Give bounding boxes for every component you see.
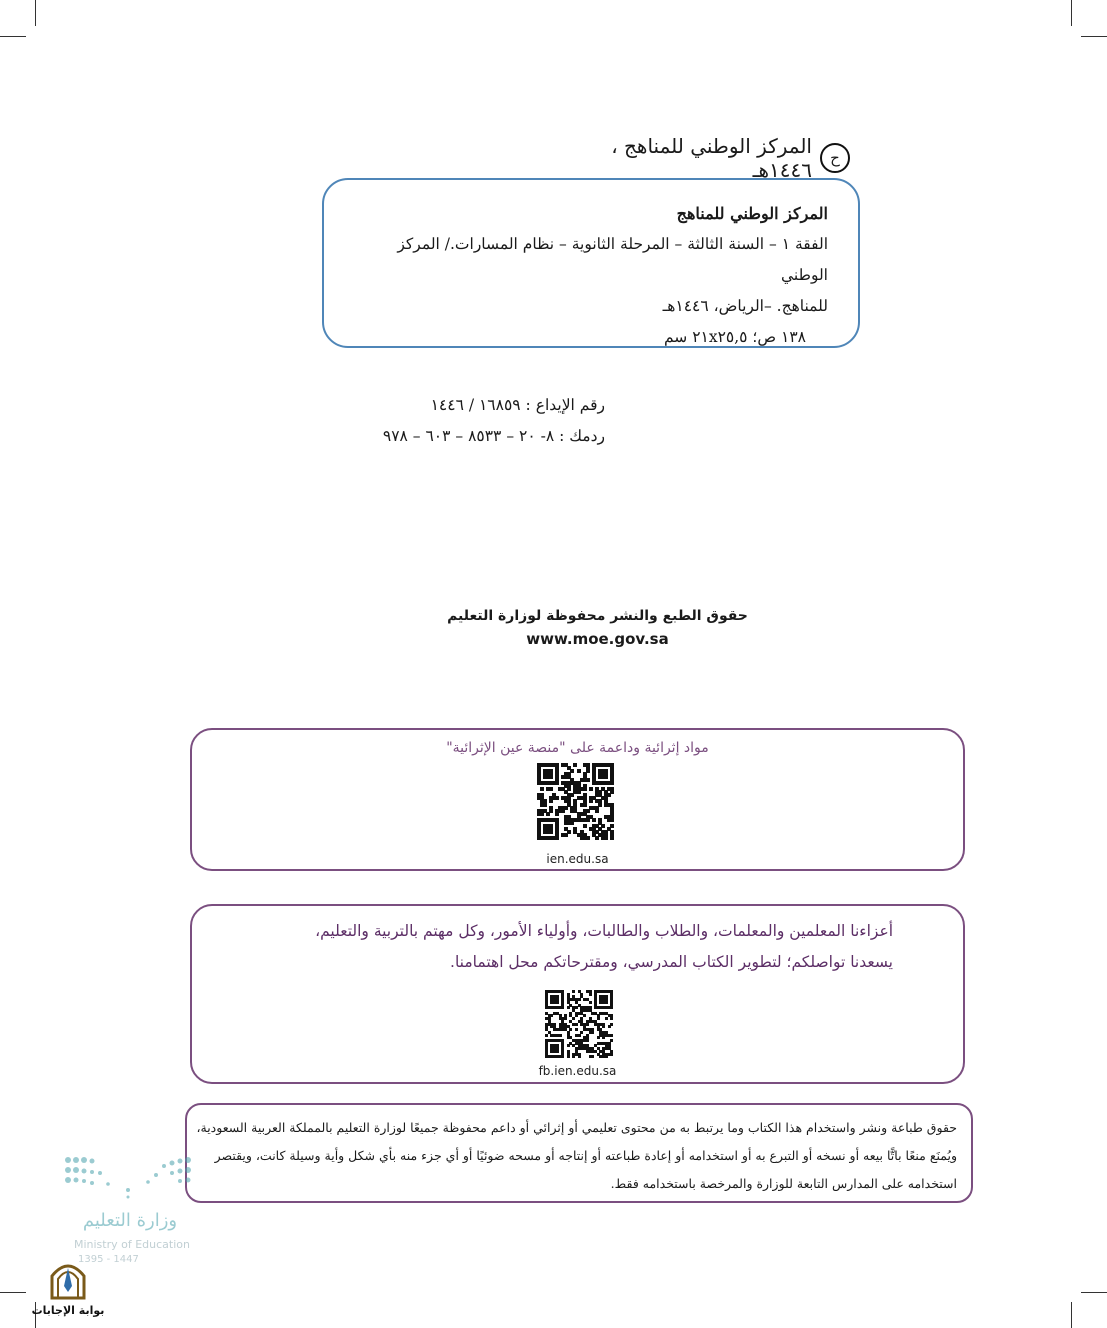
qr-code-icon[interactable] <box>545 990 613 1058</box>
isbn: ردمك : ٨- ٢٠ – ٨٥٣٣ – ٦٠٣ – ٩٧٨ <box>382 427 605 445</box>
crop-mark <box>1071 0 1072 26</box>
ministry-name-ar: وزارة التعليم <box>82 1210 178 1231</box>
qr-label[interactable]: ien.edu.sa <box>546 852 609 866</box>
feedback-line: يسعدنا تواصلكم؛ لتطوير الكتاب المدرسي، ومقترحاتكم محل اهتمامنا. <box>450 953 893 971</box>
deposit-info <box>340 390 605 452</box>
crop-mark <box>0 1292 26 1293</box>
dome-pen-icon <box>46 1256 90 1300</box>
enrichment-box <box>190 728 965 871</box>
legal-line: حقوق طباعة ونشر واستخدام هذا الكتاب وما يرتبط به من محتوى تعليمي أو إثرائي أو داعم محفوظة جميعًا لوزارة التعليم بالمملكة العربية السعودية، <box>196 1120 957 1135</box>
ministry-url[interactable]: www.moe.gov.sa <box>526 630 669 648</box>
enrichment-title: مواد إثرائية وداعمة على "منصة عين الإثرائية" <box>446 740 709 756</box>
deposit-number: رقم الإيداع : ١٦٨٥٩ / ١٤٤٦ <box>430 396 605 414</box>
site-logo[interactable] <box>30 1256 106 1317</box>
site-name: بوابة الإجابات <box>31 1304 105 1317</box>
catalog-box <box>322 178 860 348</box>
crop-mark <box>1071 1302 1072 1328</box>
qr-label[interactable]: fb.ien.edu.sa <box>538 1064 617 1078</box>
crop-mark <box>1081 36 1107 37</box>
rights-text: حقوق الطبع والنشر محفوظة لوزارة التعليم <box>447 608 748 624</box>
legal-notice-box <box>185 1103 973 1203</box>
copyright-line <box>560 134 850 182</box>
copyright-symbol-icon: ح <box>820 143 850 173</box>
ministry-name-en: Ministry of Education <box>73 1238 190 1251</box>
copyright-text: المركز الوطني للمناهج ، ١٤٤٦هـ <box>611 134 812 182</box>
catalog-line: ١٣٨ ص؛ ٢١x٢٥,٥ سم <box>663 328 806 346</box>
legal-line: ويُمنَع منعًا باتًّا بيعه أو نسخه أو التبرع به أو استخدامه أو إعادة طباعته أو إنتاجه أو مسحه ضوئيًا أو أي جزء منه بأي شكل وأية وسيلة كانت، ويقتصر <box>214 1148 957 1163</box>
legal-line: استخدامه على المدارس التابعة للوزارة والمرخصة باستخدامه فقط. <box>610 1176 957 1191</box>
catalog-line: الفقة ١ – السنة الثالثة – المرحلة الثانوية – نظام المسارات./ المركز الوطني <box>397 235 828 284</box>
crop-mark <box>35 0 36 26</box>
catalog-line: للمناهج. –الرياض، ١٤٤٦هـ <box>662 297 828 315</box>
feedback-line: أعزاءنا المعلمين والمعلمات، والطلاب والطالبات، وأولياء الأمور، وكل مهتم بالتربية والتعليم، <box>315 922 893 940</box>
crop-mark <box>1081 1292 1107 1293</box>
crop-mark <box>0 36 26 37</box>
catalog-title: المركز الوطني للمناهج <box>676 204 828 223</box>
ministry-years: 1395 - 1447 <box>78 1254 139 1265</box>
ministry-dots-icon <box>58 1150 208 1205</box>
rights-block <box>400 608 795 648</box>
qr-code-icon[interactable] <box>537 763 613 839</box>
feedback-box <box>190 904 965 1084</box>
